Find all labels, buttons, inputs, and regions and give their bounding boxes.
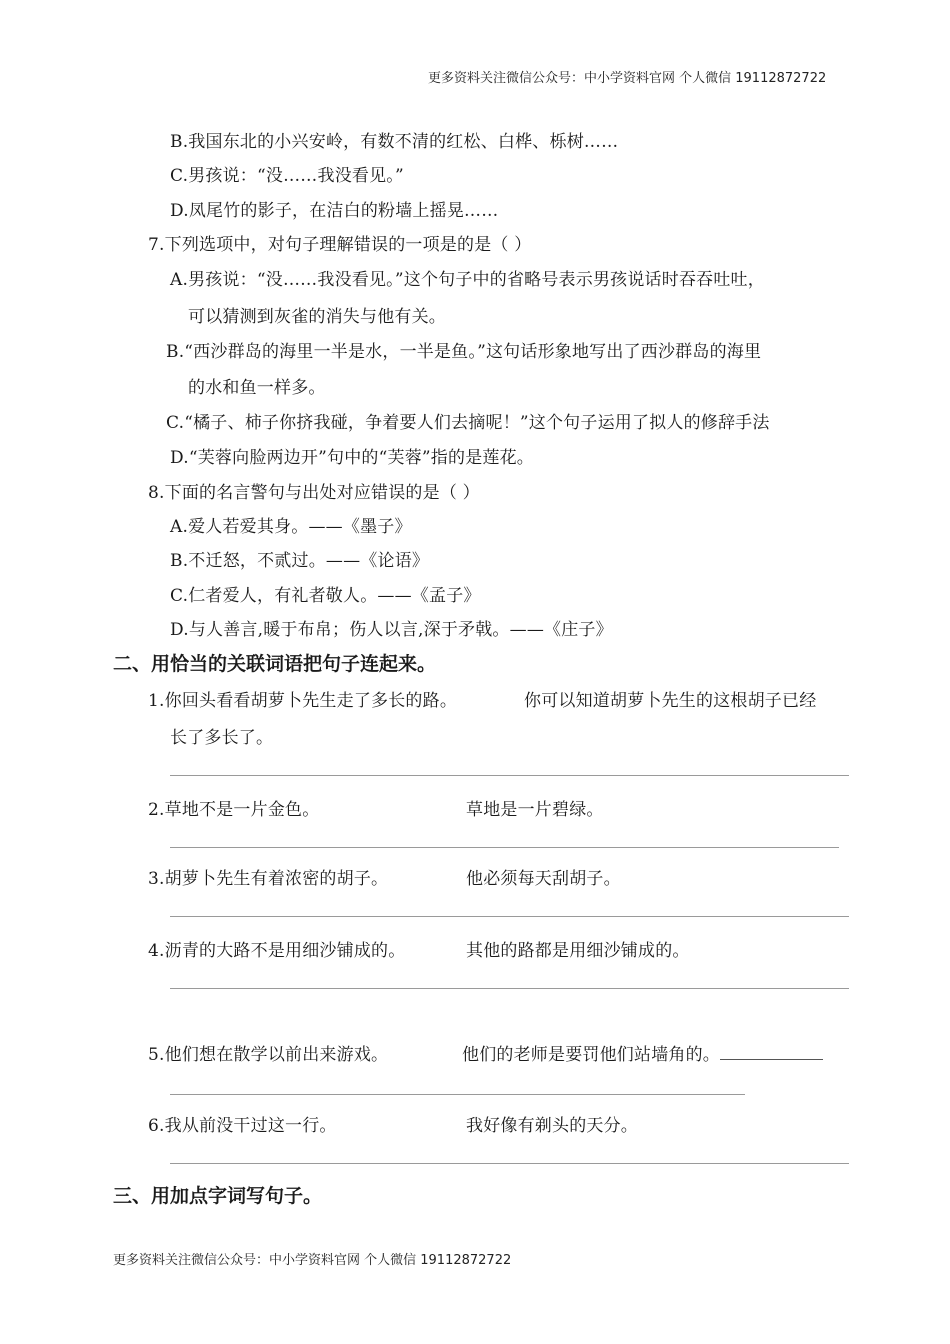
s2-item-5-left: 5.他们想在散学以前出来游戏。 [148, 1045, 389, 1065]
s2-item-6-left: 6.我从前没干过这一行。 [148, 1116, 337, 1136]
section-2-title: 二、用恰当的关联词语把句子连起来。 [113, 653, 437, 675]
s2-item-5-right-wrap [462, 1040, 823, 1065]
q7-option-a-line2: 可以猜测到灰雀的消失与他有关。 [188, 307, 446, 327]
q7-stem: 7.下列选项中，对句子理解错误的一项是的是（ ） [148, 235, 532, 255]
q8-stem: 8.下面的名言警句与出处对应错误的是（ ） [148, 483, 480, 503]
s2-item-2-left: 2.草地不是一片金色。 [148, 800, 320, 820]
s2-item-2-right: 草地是一片碧绿。 [466, 800, 604, 820]
s2-item-3-left: 3.胡萝卜先生有着浓密的胡子。 [148, 869, 389, 889]
q7-option-d: D.“芙蓉向脸两边开”句中的“芙蓉”指的是莲花。 [170, 448, 534, 468]
answer-line-2[interactable] [170, 847, 839, 848]
s2-item-4-left: 4.沥青的大路不是用细沙铺成的。 [148, 941, 406, 961]
q7-option-b-line2: 的水和鱼一样多。 [188, 378, 326, 398]
page-header: 更多资料关注微信公众号：中小学资料官网 个人微信 19112872722 [428, 71, 827, 86]
page-footer: 更多资料关注微信公众号：中小学资料官网 个人微信 19112872722 [113, 1253, 512, 1268]
answer-line-4[interactable] [170, 988, 849, 989]
answer-line-3[interactable] [170, 916, 849, 917]
q8-option-c: C.仁者爱人，有礼者敬人。——《孟子》 [170, 586, 481, 606]
answer-inline-line-5[interactable] [720, 1043, 823, 1060]
q7-option-b-line1: B.“西沙群岛的海里一半是水，一半是鱼。”这句话形象地写出了西沙群岛的海里 [166, 342, 762, 362]
q6-option-d: D.凤尾竹的影子，在洁白的粉墙上摇晃…… [170, 201, 499, 221]
s2-item-6-right: 我好像有剃头的天分。 [466, 1116, 638, 1136]
s2-item-5-right: 他们的老师是要罚他们站墙角的。 [462, 1045, 720, 1065]
s2-item-3-right: 他必须每天刮胡子。 [466, 869, 621, 889]
answer-line-5[interactable] [170, 1094, 745, 1095]
answer-line-6[interactable] [170, 1163, 849, 1164]
section-3-title: 三、用加点字词写句子。 [113, 1185, 323, 1207]
s2-item-1-right: 你可以知道胡萝卜先生的这根胡子已经 [524, 691, 817, 711]
q6-option-c: C.男孩说：“没……我没看见。” [170, 166, 404, 186]
q6-option-b: B.我国东北的小兴安岭，有数不清的红松、白桦、栎树…… [170, 132, 619, 152]
s2-item-1-left: 1.你回头看看胡萝卜先生走了多长的路。 [148, 691, 458, 711]
q8-option-d: D.与人善言,暖于布帛；伤人以言,深于矛戟。——《庄子》 [170, 620, 613, 640]
s2-item-4-right: 其他的路都是用细沙铺成的。 [466, 941, 690, 961]
q7-option-a-line1: A.男孩说：“没……我没看见。”这个句子中的省略号表示男孩说话时吞吞吐吐， [170, 270, 765, 290]
q8-option-b: B.不迁怒，不贰过。——《论语》 [170, 551, 430, 571]
q8-option-a: A.爱人若爱其身。——《墨子》 [170, 517, 412, 537]
answer-line-1[interactable] [170, 775, 849, 776]
q7-option-c: C.“橘子、柿子你挤我碰，争着要人们去摘呢！”这个句子运用了拟人的修辞手法 [166, 413, 770, 433]
s2-item-1-continuation: 长了多长了。 [170, 728, 274, 748]
